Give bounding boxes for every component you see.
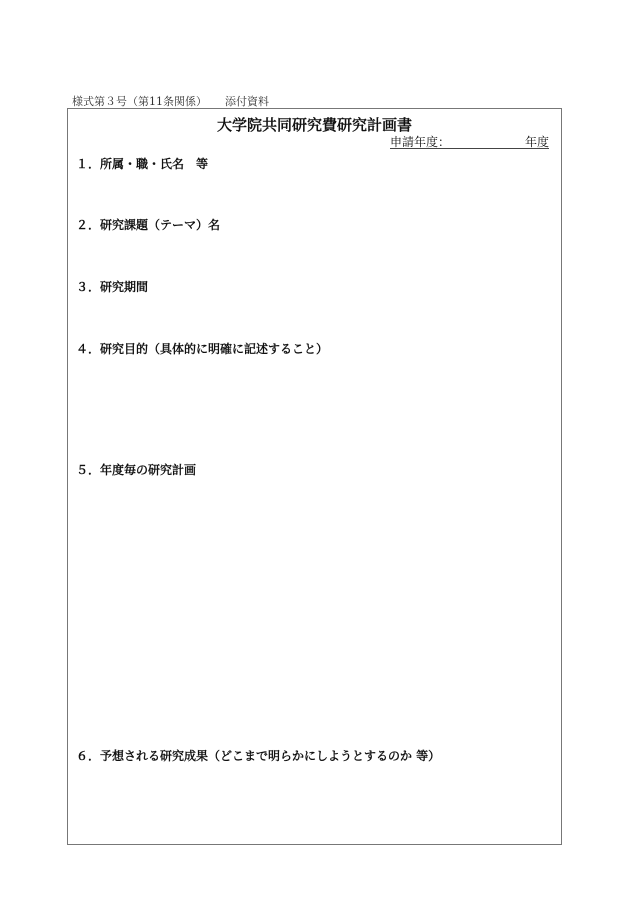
application-year-label: 申請年度： <box>390 135 451 149</box>
attachment-label: 添付資料 <box>225 95 269 108</box>
form-number: 様式第３号（第11条関係） <box>72 95 207 108</box>
document-title: 大学院共同研究費研究計画書 <box>216 116 412 134</box>
form-number-header <box>72 93 269 109</box>
section-research-title: ２．研究課題（テーマ）名 <box>76 218 221 232</box>
section-affiliation: １．所属・職・氏名 等 <box>76 157 209 171</box>
section-yearly-plan: ５．年度毎の研究計画 <box>76 463 197 477</box>
section-research-purpose: ４．研究目的（具体的に明確に記述すること） <box>76 342 329 356</box>
section-research-period: ３．研究期間 <box>76 280 149 294</box>
application-year-unit: 年度 <box>524 135 549 149</box>
plan-form-box <box>67 108 562 845</box>
application-year-field[interactable] <box>390 133 549 149</box>
section-expected-results: ６．予想される研究成果（どこまで明らかにしようとするのか 等） <box>76 749 441 763</box>
